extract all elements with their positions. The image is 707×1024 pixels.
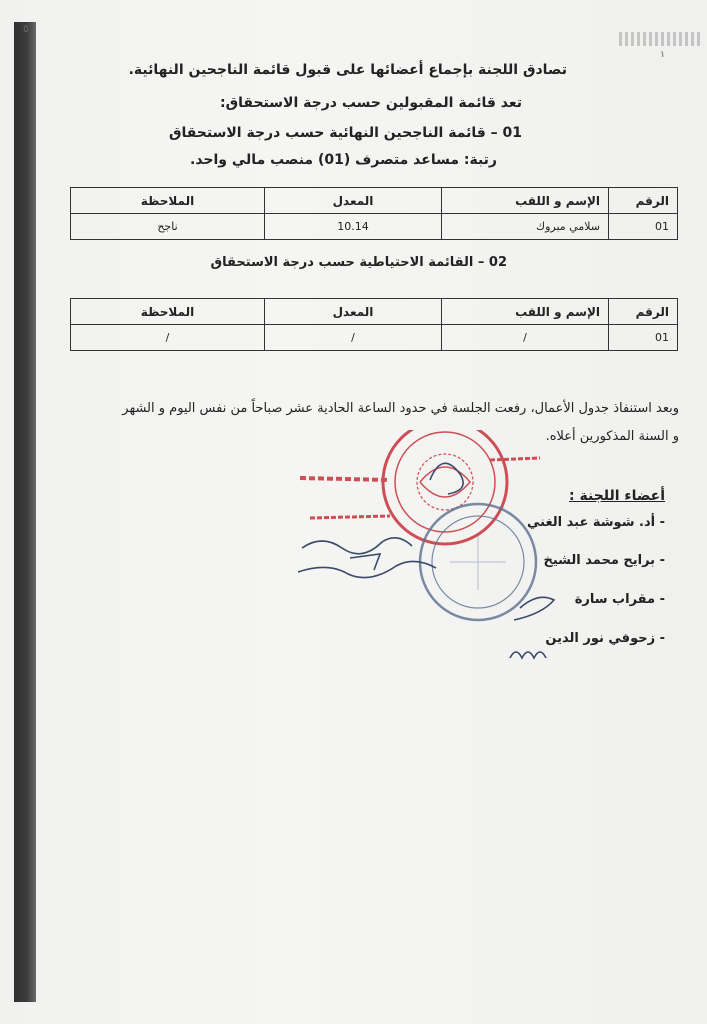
member-2: - برايح محمد الشيخ xyxy=(543,553,665,568)
signature-marks xyxy=(298,463,554,658)
col-number-header: الرقم xyxy=(609,188,678,214)
member-1: - أد. شوشة عبد الغني xyxy=(527,515,665,530)
header-line-1: تصادق اللجنة بإجماع أعضائها على قبول قائمة الناجحين النهائية. xyxy=(128,62,567,78)
red-official-stamp xyxy=(300,430,540,544)
cell-average: / xyxy=(265,325,442,351)
header-line-3: 01 – قائمة الناجحين النهائية حسب درجة الاستحقاق xyxy=(168,125,522,141)
cell-note: / xyxy=(71,325,265,351)
closing-line-1: وبعد استنفاذ جدول الأعمال، رفعت الجلسة في حدود الساعة الحادية عشر صباحاً من نفس اليوم و الشهر xyxy=(122,401,679,416)
cell-name: سلامي مبروك xyxy=(442,214,609,240)
scan-edge-shadow xyxy=(14,22,36,1002)
col-name-header: الإسم و اللقب xyxy=(442,299,609,325)
committee-members-title: أعضاء اللجنة : xyxy=(569,488,665,504)
col-average-header: المعدل xyxy=(265,188,442,214)
blue-department-stamp xyxy=(420,504,536,620)
corner-scan-mark xyxy=(619,32,701,46)
member-4: - زحوفي نور الدين xyxy=(545,631,665,646)
table-row xyxy=(71,214,678,240)
col-note-header: الملاحظة xyxy=(71,188,265,214)
table-header-row xyxy=(71,299,678,325)
table-row xyxy=(71,325,678,351)
member-3: - مقراب سارة xyxy=(574,592,665,607)
col-number-header: الرقم xyxy=(609,299,678,325)
col-name-header: الإسم و اللقب xyxy=(442,188,609,214)
table-header-row xyxy=(71,188,678,214)
final-list-table xyxy=(70,187,678,240)
reserve-list-title: 02 – القائمة الاحتياطية حسب درجة الاستحقاق xyxy=(210,255,507,270)
cell-note: ناجح xyxy=(71,214,265,240)
col-note-header: الملاحظة xyxy=(71,299,265,325)
cell-average: 10.14 xyxy=(265,214,442,240)
closing-line-2: و السنة المذكورين أعلاه. xyxy=(545,429,679,444)
page-number: ٥ xyxy=(23,22,29,35)
stamps-and-signatures xyxy=(290,430,580,670)
reserve-list-table xyxy=(70,298,678,351)
corner-number: ١ xyxy=(660,50,665,60)
cell-number: 01 xyxy=(609,214,678,240)
cell-name: / xyxy=(442,325,609,351)
col-average-header: المعدل xyxy=(265,299,442,325)
header-line-4: رتبة: مساعد متصرف (01) منصب مالي واحد. xyxy=(190,152,497,168)
header-line-2: تعد قائمة المقبولين حسب درجة الاستحقاق: xyxy=(220,95,522,111)
cell-number: 01 xyxy=(609,325,678,351)
